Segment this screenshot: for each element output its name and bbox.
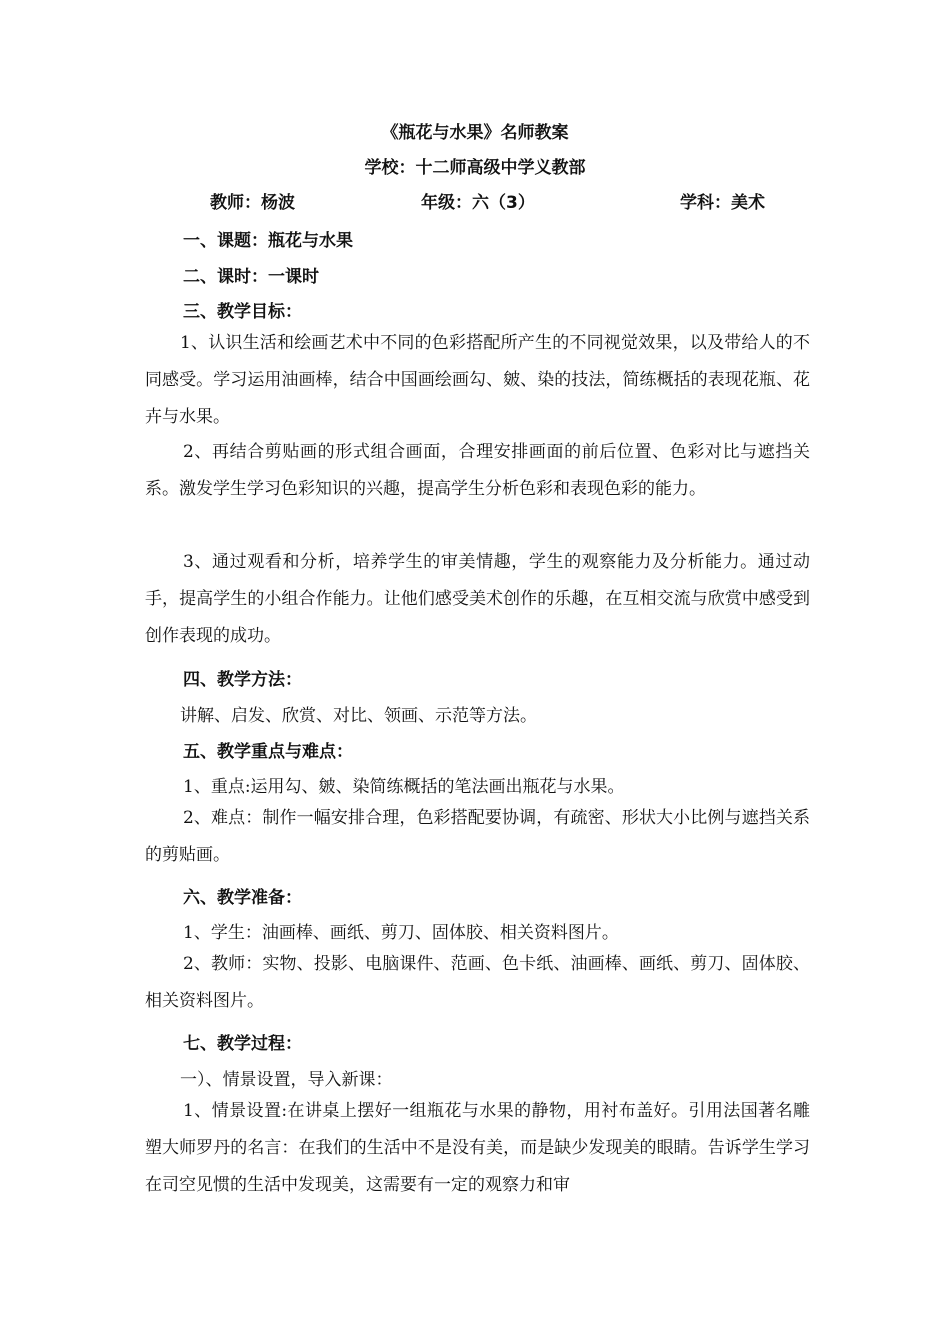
process-step-paragraph: 1、情景设置:在讲桌上摆好一组瓶花与水果的静物，用衬布盖好。引用法国著名雕塑大师罗丹的名言：在我们的生活中不是没有美，而是缺少发现美的眼睛。告诉学生学习在司空见惯的生活中发现美，这需要有一定的观察力和审 xyxy=(145,1101,810,1195)
section-heading-goals: 三、教学目标： xyxy=(183,302,302,322)
methods-text: 讲解、启发、欣赏、对比、领画、示范等方法。 xyxy=(180,706,537,726)
section-heading-methods: 四、教学方法： xyxy=(183,670,302,690)
school-line: 学校：十二师高级中学义教部 xyxy=(364,158,586,178)
subject-label: 学科：美术 xyxy=(680,193,765,213)
goal-paragraph-1: 1、认识生活和绘画艺术中不同的色彩搭配所产生的不同视觉效果，以及带给人的不同感受。学习运用油画棒，结合中国画绘画勾、皴、染的技法，简练概括的表现花瓶、花卉与水果。 xyxy=(145,333,810,427)
section-heading-process: 七、教学过程： xyxy=(183,1034,302,1054)
process-step-heading: 一）、情景设置，导入新课： xyxy=(180,1070,393,1090)
key-point-text: 1、重点:运用勾、皴、染简练概括的笔法画出瓶花与水果。 xyxy=(183,777,625,797)
goal-paragraph-3: 3、通过观看和分析，培养学生的审美情趣，学生的观察能力及分析能力。通过动手，提高学生的小组合作能力。让他们感受美术创作的乐趣，在互相交流与欣赏中感受到创作表现的成功。 xyxy=(145,552,810,646)
section-heading-period: 二、课时：一课时 xyxy=(183,267,319,287)
section-heading-key-points: 五、教学重点与难点： xyxy=(183,742,353,762)
difficulty-paragraph: 2、难点：制作一幅安排合理，色彩搭配要协调，有疏密、形状大小比例与遮挡关系的剪贴画。 xyxy=(145,808,810,865)
teacher-label: 教师：杨波 xyxy=(210,193,295,213)
document-title: 《瓶花与水果》名师教案 xyxy=(381,123,569,143)
grade-label: 年级：六（3） xyxy=(421,193,535,213)
student-prep-text: 1、学生：油画棒、画纸、剪刀、固体胶、相关资料图片。 xyxy=(183,923,619,943)
goal-paragraph-2: 2、再结合剪贴画的形式组合画面，合理安排画面的前后位置、色彩对比与遮挡关系。激发学生学习色彩知识的兴趣，提高学生分析色彩和表现色彩的能力。 xyxy=(145,442,810,499)
teacher-prep-paragraph: 2、教师：实物、投影、电脑课件、范画、色卡纸、油画棒、画纸、剪刀、固体胶、相关资料图片。 xyxy=(145,954,810,1011)
section-heading-topic: 一、课题：瓶花与水果 xyxy=(183,231,353,251)
section-heading-preparation: 六、教学准备： xyxy=(183,888,302,908)
